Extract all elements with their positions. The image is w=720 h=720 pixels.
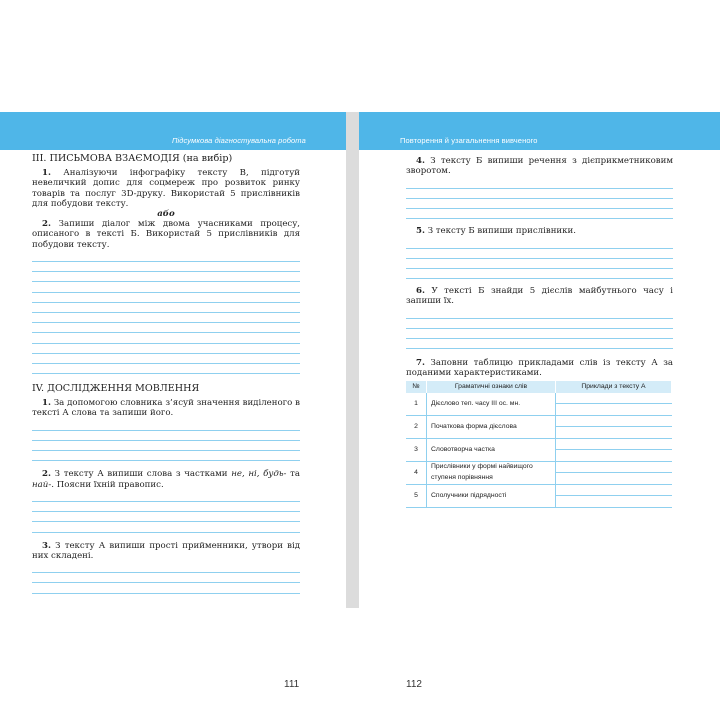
column-header-signs: Граматичні ознаки слів bbox=[427, 381, 556, 393]
table-row bbox=[406, 461, 672, 484]
answer-line[interactable] bbox=[32, 282, 300, 292]
row-sign: Прислівники у формі найвищого ступеня порівняння bbox=[427, 461, 556, 484]
task-text: Аналізуючи інфографіку тексту В, підготуй невеличкий допис для соцмереж про розвиток ринку товарів та послуг 3D-друку. Використай 5 прислівників для побудови тексту. bbox=[32, 168, 300, 209]
row-sign: Словотворча частка bbox=[427, 438, 556, 461]
answer-line[interactable] bbox=[32, 583, 300, 593]
task-text: За допомогою словника з’ясуй значення виділеного в тексті А слова та запиши його. bbox=[32, 398, 300, 419]
answer-line[interactable] bbox=[32, 333, 300, 343]
right-content bbox=[406, 156, 673, 508]
answer-line[interactable] bbox=[556, 485, 672, 496]
answer-line[interactable] bbox=[32, 323, 300, 333]
table-header-row bbox=[406, 381, 672, 393]
task-text: З тексту А випиши слова з частками bbox=[54, 469, 232, 480]
row-number: 1 bbox=[406, 393, 427, 416]
answer-lines-task6[interactable] bbox=[406, 309, 673, 350]
answer-line[interactable] bbox=[406, 199, 673, 209]
answer-line[interactable] bbox=[556, 473, 672, 483]
column-header-examples: Приклади з тексту А bbox=[556, 381, 672, 393]
answer-lines-task5[interactable] bbox=[406, 238, 673, 279]
row-example-cell[interactable] bbox=[556, 393, 672, 416]
answer-lines-task4[interactable] bbox=[406, 178, 673, 219]
answer-line[interactable] bbox=[556, 496, 672, 506]
task-text: З тексту Б випиши речення з дієприкметниковим зворотом. bbox=[406, 156, 674, 177]
task-number: 5. bbox=[416, 226, 425, 237]
answer-line[interactable] bbox=[556, 427, 672, 437]
task-number: 2. bbox=[42, 469, 51, 480]
task6 bbox=[406, 286, 673, 306]
answer-line[interactable] bbox=[32, 492, 300, 502]
answer-line[interactable] bbox=[32, 451, 300, 461]
answer-line[interactable] bbox=[32, 354, 300, 364]
conjunction-text: та bbox=[286, 469, 301, 480]
section3-task2 bbox=[32, 219, 300, 250]
characteristics-table bbox=[406, 381, 672, 508]
answer-line[interactable] bbox=[32, 313, 300, 323]
answer-line[interactable] bbox=[32, 512, 300, 522]
left-content bbox=[32, 154, 300, 594]
left-page bbox=[0, 112, 346, 690]
section4-task3 bbox=[32, 541, 300, 561]
task-number: 6. bbox=[416, 286, 425, 297]
answer-line[interactable] bbox=[406, 259, 673, 269]
answer-line[interactable] bbox=[406, 329, 673, 339]
particle-text: най- bbox=[32, 479, 52, 490]
row-number: 4 bbox=[406, 461, 427, 484]
left-page-number: 111 bbox=[284, 679, 300, 690]
left-header-title: Підсумкова діагностувальна робота bbox=[172, 136, 306, 145]
answer-line[interactable] bbox=[406, 209, 673, 219]
answer-line[interactable] bbox=[556, 416, 672, 427]
answer-line[interactable] bbox=[32, 252, 300, 262]
task7 bbox=[406, 358, 673, 378]
task-number: 1. bbox=[42, 398, 51, 409]
answer-lines-s4-task1[interactable] bbox=[32, 421, 300, 462]
section3-task1 bbox=[32, 168, 300, 209]
answer-line[interactable] bbox=[32, 303, 300, 313]
task-text: У тексті Б знайди 5 дієслів майбутнього часу і запиши їх. bbox=[406, 286, 673, 307]
task4 bbox=[406, 156, 673, 176]
task5 bbox=[406, 226, 673, 236]
answer-line[interactable] bbox=[556, 462, 672, 473]
particles-text: не, ні, будь- bbox=[231, 469, 287, 480]
answer-line[interactable] bbox=[406, 309, 673, 319]
table-row bbox=[406, 415, 672, 438]
section4-title: IV. ДОСЛІДЖЕННЯ МОВЛЕННЯ bbox=[32, 383, 200, 395]
answer-line[interactable] bbox=[556, 450, 672, 460]
answer-line[interactable] bbox=[406, 339, 673, 349]
answer-line[interactable] bbox=[32, 272, 300, 282]
column-header-number: № bbox=[406, 381, 427, 393]
right-page-number: 112 bbox=[406, 679, 422, 690]
row-sign: Початкова форма дієслова bbox=[427, 415, 556, 438]
answer-line[interactable] bbox=[556, 439, 672, 450]
answer-line[interactable] bbox=[32, 262, 300, 272]
answer-line[interactable] bbox=[32, 431, 300, 441]
page-gap bbox=[346, 112, 359, 608]
answer-lines-s4-task2[interactable] bbox=[32, 492, 300, 533]
answer-line[interactable] bbox=[406, 269, 673, 279]
answer-line[interactable] bbox=[406, 249, 673, 259]
answer-line[interactable] bbox=[406, 238, 673, 248]
task-text: Заповни таблицю прикладами слів із тексту А за поданими характеристиками. bbox=[406, 358, 674, 379]
section3-title: III. ПИСЬМОВА ВЗАЄМОДІЯ (на вибір) bbox=[32, 153, 233, 164]
answer-line[interactable] bbox=[556, 393, 672, 404]
task-text: З тексту Б випиши прислівники. bbox=[427, 226, 576, 237]
row-example-cell[interactable] bbox=[556, 484, 672, 507]
row-sign: Сполучники підрядності bbox=[427, 484, 556, 507]
answer-line[interactable] bbox=[556, 404, 672, 414]
section4-task1 bbox=[32, 398, 300, 418]
task-number: 4. bbox=[416, 156, 425, 166]
task-text: . Поясни їхній правопис. bbox=[51, 479, 164, 490]
table-row bbox=[406, 393, 672, 416]
task-number: 1. bbox=[42, 168, 51, 179]
answer-line[interactable] bbox=[406, 319, 673, 329]
task-number: 7. bbox=[416, 358, 425, 369]
answer-lines-s4-task3[interactable] bbox=[32, 563, 300, 594]
task-text: Запиши діалог між двома учасниками процесу, описаного в тексті Б. Використай 5 прислівників для побудови тексту. bbox=[32, 219, 301, 250]
row-sign: Дієслово теп. часу ІІІ ос. мн. bbox=[427, 393, 556, 416]
row-example-cell[interactable] bbox=[556, 461, 672, 484]
answer-line[interactable] bbox=[406, 189, 673, 199]
right-header-title: Повторення й узагальнення вивченого bbox=[400, 136, 538, 145]
row-number: 3 bbox=[406, 438, 427, 461]
task-number: 2. bbox=[42, 219, 51, 230]
answer-line[interactable] bbox=[32, 502, 300, 512]
answer-line[interactable] bbox=[406, 178, 673, 188]
answer-lines-section3[interactable] bbox=[32, 252, 300, 374]
table-row bbox=[406, 484, 672, 507]
answer-line[interactable] bbox=[32, 364, 300, 374]
answer-line[interactable] bbox=[32, 344, 300, 354]
table-row bbox=[406, 438, 672, 461]
or-label: або bbox=[157, 209, 175, 220]
row-number: 2 bbox=[406, 415, 427, 438]
section4-task2 bbox=[32, 469, 300, 489]
task-number: 3. bbox=[42, 540, 51, 551]
task-text: З тексту А випиши прості прийменники, утвори від них складені. bbox=[32, 540, 300, 561]
answer-line[interactable] bbox=[32, 522, 300, 532]
answer-line[interactable] bbox=[32, 563, 300, 573]
answer-line[interactable] bbox=[32, 421, 300, 431]
row-example-cell[interactable] bbox=[556, 438, 672, 461]
answer-line[interactable] bbox=[32, 573, 300, 583]
right-page bbox=[359, 112, 720, 690]
row-example-cell[interactable] bbox=[556, 415, 672, 438]
answer-line[interactable] bbox=[32, 441, 300, 451]
answer-line[interactable] bbox=[32, 293, 300, 303]
row-number: 5 bbox=[406, 484, 427, 507]
